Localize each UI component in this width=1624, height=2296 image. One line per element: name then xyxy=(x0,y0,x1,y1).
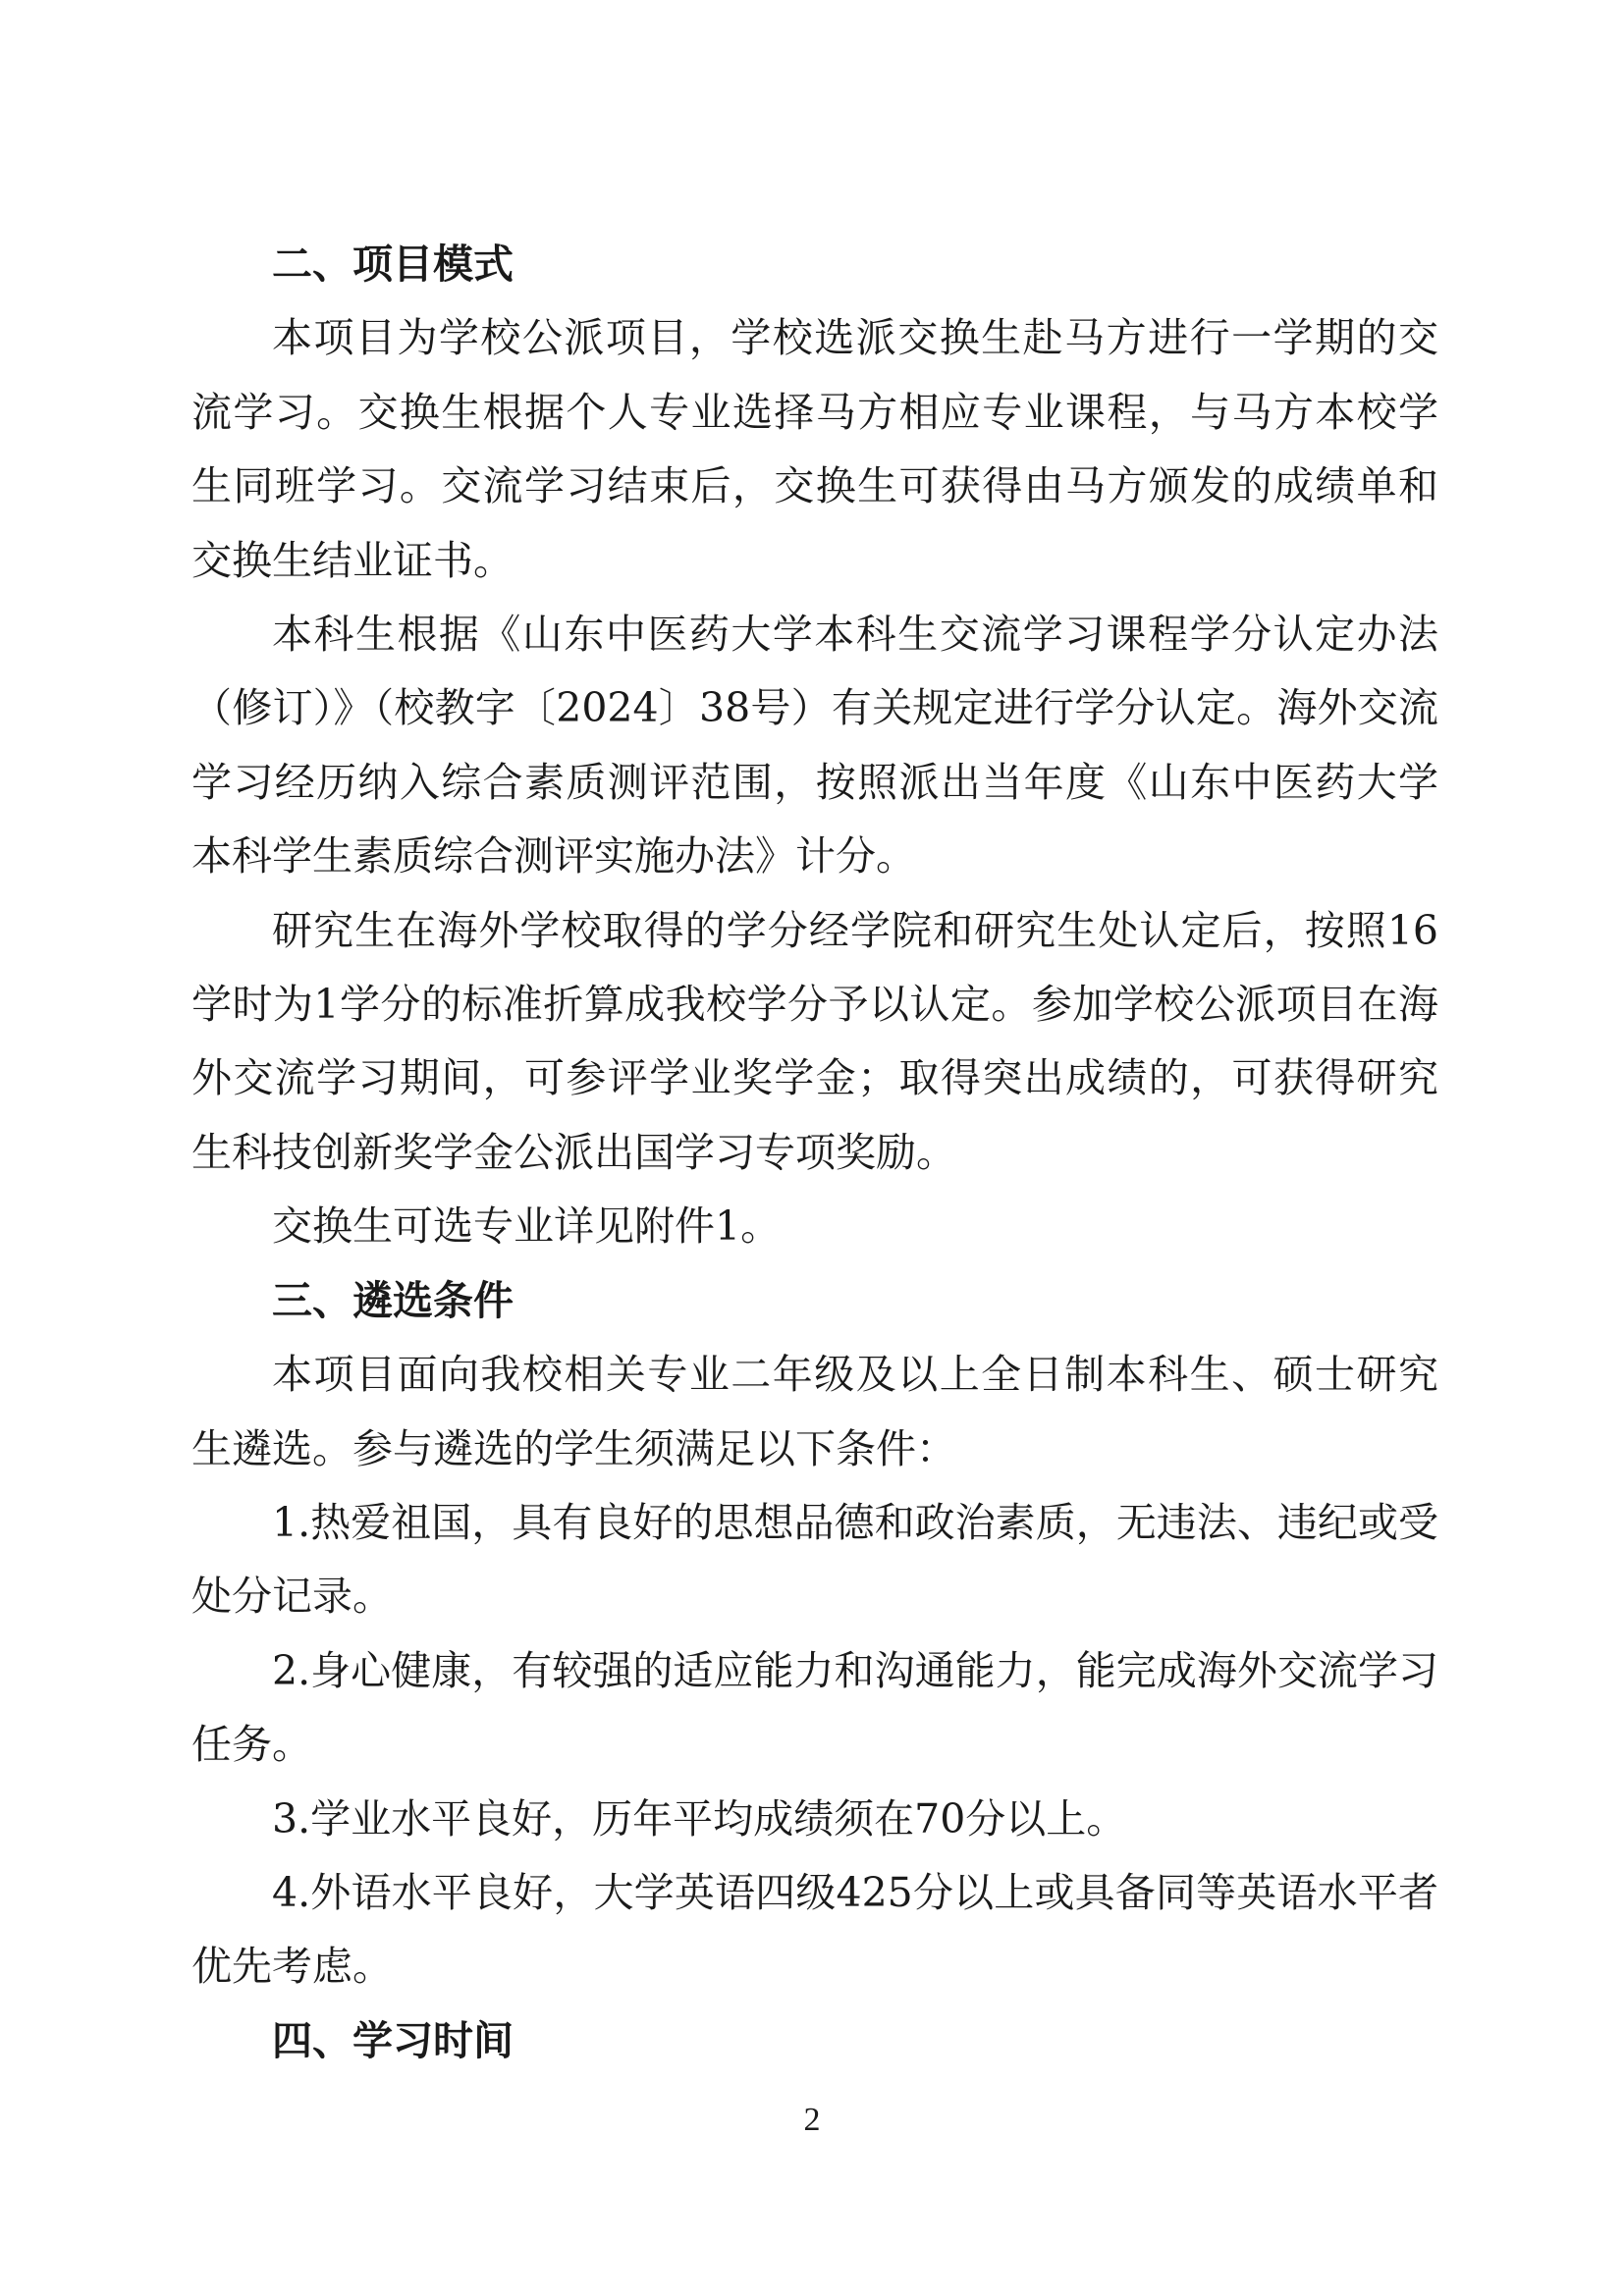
paragraph-graduate-credit: 研究生在海外学校取得的学分经学院和研究生处认定后，按照16学时为1学分的标准折算成我校学分予以认定。参加学校公派项目在海外交流学习期间，可参评学业奖学金；取得突出成绩的，可获得研究生科技创新奖学金公派出国学习专项奖励。 xyxy=(191,906,1438,1176)
paragraph-project-intro: 本项目为学校公派项目，学校选派交换生赴马方进行一学期的交流学习。交换生根据个人专业选择马方相应专业课程，与马方本校学生同班学习。交流学习结束后，交换生可获得由马方颁发的成绩单和交换生结业证书。 xyxy=(191,314,1438,584)
criteria-item-3: 3.学业水平良好，历年平均成绩须在70分以上。 xyxy=(272,1794,1127,1842)
paragraph-majors-attachment: 交换生可选专业详见附件1。 xyxy=(272,1202,782,1251)
section-heading-selection-criteria: 三、遴选条件 xyxy=(272,1276,514,1324)
page-number: 2 xyxy=(803,2102,821,2138)
section-heading-project-mode: 二、项目模式 xyxy=(272,240,514,288)
paragraph-selection-intro: 本项目面向我校相关专业二年级及以上全日制本科生、硕士研究生遴选。参与遴选的学生须满足以下条件： xyxy=(191,1351,1438,1472)
paragraph-undergrad-credit: 本科生根据《山东中医药大学本科生交流学习课程学分认定办法（修订）》（校教字〔2024〕38号）有关规定进行学分认定。海外交流学习经历纳入综合素质测评范围，按照派出当年度《山东中医药大学本科学生素质综合测评实施办法》计分。 xyxy=(191,611,1438,881)
criteria-item-1: 1.热爱祖国，具有良好的思想品德和政治素质，无违法、违纪或受处分记录。 xyxy=(191,1498,1438,1621)
criteria-item-4: 4.外语水平良好，大学英语四级425分以上或具备同等英语水平者优先考虑。 xyxy=(191,1868,1438,1991)
criteria-item-2: 2.身心健康，有较强的适应能力和沟通能力，能完成海外交流学习任务。 xyxy=(191,1646,1438,1769)
document-body xyxy=(191,228,1438,2078)
section-heading-study-time: 四、学习时间 xyxy=(272,2016,514,2064)
